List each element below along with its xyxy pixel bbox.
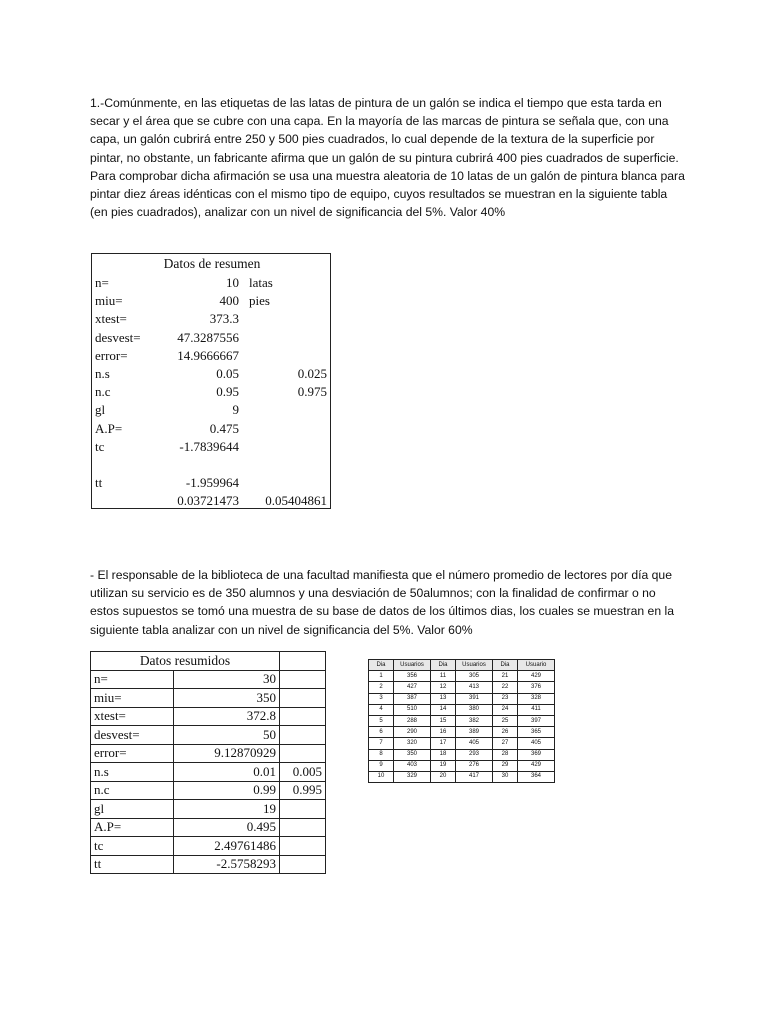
table-header-cell: Usuario — [518, 660, 555, 671]
table-cell: 405 — [518, 738, 555, 749]
table-cell: 1 — [369, 671, 394, 682]
table-cell: 7 — [369, 738, 394, 749]
table-cell: 22 — [493, 682, 518, 693]
table-cell: 12 — [431, 682, 456, 693]
table-cell-value: 0.95 — [216, 384, 239, 400]
table-row — [91, 763, 326, 782]
table-row — [91, 670, 326, 689]
table-cell: 30 — [493, 771, 518, 782]
table-row — [369, 704, 555, 715]
table-cell-label: gl — [95, 402, 106, 418]
table-cell: 11 — [431, 671, 456, 682]
table-cell-label: tt — [95, 475, 103, 491]
table-cell: 328 — [518, 693, 555, 704]
table-cell: 24 — [493, 704, 518, 715]
table-row — [92, 474, 330, 492]
table-cell: 15 — [431, 715, 456, 726]
table-cell: 25 — [493, 715, 518, 726]
table-cell-label: n.c — [95, 384, 111, 400]
summary-table-1-title: Datos de resumen — [163, 256, 261, 271]
table-cell: 403 — [394, 760, 431, 771]
table-cell-unit: pies — [249, 293, 270, 309]
table-cell: 376 — [518, 682, 555, 693]
table-cell: 16 — [431, 727, 456, 738]
table-row — [92, 492, 330, 510]
table-cell: 10 — [369, 771, 394, 782]
table-cell: 5 — [369, 715, 394, 726]
table-cell-value: 0.03721473 — [177, 493, 239, 509]
table-cell-label: xtest= — [95, 311, 127, 327]
table-cell: 387 — [394, 693, 431, 704]
table-cell: 28 — [493, 749, 518, 760]
table-row — [91, 707, 326, 726]
table-cell-extra — [280, 689, 326, 708]
table-cell: 21 — [493, 671, 518, 682]
table-cell: 6 — [369, 727, 394, 738]
table-cell-value: -1.7839644 — [179, 438, 239, 454]
table-row — [369, 738, 555, 749]
table-cell-extra — [280, 837, 326, 856]
table-cell: 429 — [518, 671, 555, 682]
table-cell: 391 — [456, 693, 493, 704]
table-cell-label: desvest= — [91, 726, 174, 745]
table-cell: 288 — [394, 715, 431, 726]
table-header-cell: Dia — [369, 660, 394, 671]
table-cell-label: n= — [95, 275, 109, 290]
table-cell-label: gl — [91, 800, 174, 819]
table-cell-label: tt — [91, 855, 174, 874]
table-header-cell: Usuarios — [456, 660, 493, 671]
table-cell-value: 0.475 — [209, 420, 239, 436]
table-cell: 369 — [518, 749, 555, 760]
table-row — [369, 760, 555, 771]
table-row — [369, 682, 555, 693]
table-row — [92, 274, 330, 292]
table-cell-extra — [280, 670, 326, 689]
table-row — [91, 781, 326, 800]
table-cell: 18 — [431, 749, 456, 760]
table-cell-value: -2.5758293 — [174, 855, 280, 874]
table-header-cell: Dia — [431, 660, 456, 671]
table-row — [369, 671, 555, 682]
table-cell-extra — [280, 744, 326, 763]
table-cell-value: 372.8 — [174, 707, 280, 726]
table-row — [369, 771, 555, 782]
table-cell-extra — [280, 818, 326, 837]
table-cell-label: error= — [91, 744, 174, 763]
table-cell: 2 — [369, 682, 394, 693]
table-row — [92, 438, 330, 456]
table-row — [91, 800, 326, 819]
table-cell: 350 — [394, 749, 431, 760]
table-cell-value: 0.01 — [174, 763, 280, 782]
table-row — [92, 347, 330, 365]
table-cell-value: 10 — [226, 275, 239, 290]
table-cell: 427 — [394, 682, 431, 693]
table-cell-label: tc — [95, 438, 105, 454]
table-cell-value: 50 — [174, 726, 280, 745]
table-cell: 320 — [394, 738, 431, 749]
table-row — [91, 818, 326, 837]
table-cell-label: miu= — [91, 689, 174, 708]
table-cell-value: 9.12870929 — [174, 744, 280, 763]
table-cell: 3 — [369, 693, 394, 704]
table-cell-value: 47.3287556 — [177, 329, 239, 345]
table-cell-extra — [280, 726, 326, 745]
table-row — [91, 652, 326, 671]
table-cell-extra: 0.995 — [280, 781, 326, 800]
table-header-row — [369, 660, 555, 671]
table-row — [91, 855, 326, 874]
table-cell-extra: 0.025 — [297, 366, 327, 381]
table-cell: 293 — [456, 749, 493, 760]
table-cell: 510 — [394, 704, 431, 715]
table-cell: 276 — [456, 760, 493, 771]
problem-2-statement: - El responsable de la biblioteca de una facultad manifiesta que el número promedio de lectores por día que utilizan su servicio es de 350 alumnos y una desviación de 50alumnos; con la finalidad de confirmar o no estos supuestos se tomó una muestra de su base de datos de los últimos dias, los cuales se muestran en la siguiente tabla analizar con un nivel de significancia del 5%. Valor 60% — [90, 568, 674, 637]
table-cell-label: miu= — [95, 293, 123, 309]
table-row — [92, 310, 330, 328]
table-cell: 8 — [369, 749, 394, 760]
table-cell-label: n.c — [91, 781, 174, 800]
table-cell-value: 9 — [232, 402, 239, 418]
table-cell-label: error= — [95, 347, 128, 363]
table-row — [92, 456, 330, 474]
table-cell-label: xtest= — [91, 707, 174, 726]
table-cell: 364 — [518, 771, 555, 782]
table-cell: 4 — [369, 704, 394, 715]
table-cell: 14 — [431, 704, 456, 715]
table-cell: 9 — [369, 760, 394, 771]
problem-1-statement: 1.-Comúnmente, en las etiquetas de las latas de pintura de un galón se indica el tiempo que esta tarda en secar y el área que se cubre con una capa. En la mayoría de las marcas de pintura se señala que, con una capa, un galón cubrirá entre 250 y 500 pies cuadrados, lo cual depende de la textura de la superficie por pintar, no obstante, un fabricante afirma que un galón de su pintura cubrirá 400 pies cuadrados de superficie. Para comprobar dicha afirmación se usa una muestra aleatoria de 10 latas de un galón de pintura blanca para pintar diez áreas idénticas con el mismo tipo de equipo, cuyos resultados se muestran en la siguiente tabla (en pies cuadrados), analizar con un nivel de significancia del 5%. Valor 40% — [90, 96, 685, 220]
table-cell: 27 — [493, 738, 518, 749]
table-cell — [280, 652, 326, 671]
table-cell-value: 30 — [174, 670, 280, 689]
table-cell-unit: latas — [249, 275, 273, 290]
table-row — [91, 837, 326, 856]
table-cell: 417 — [456, 771, 493, 782]
table-cell: 365 — [518, 727, 555, 738]
table-cell-extra: 0.05404861 — [265, 493, 327, 509]
table-cell-label: n.s — [91, 763, 174, 782]
table-cell: 23 — [493, 693, 518, 704]
table-cell-label: desvest= — [95, 329, 141, 345]
table-cell: 429 — [518, 760, 555, 771]
table-cell-label: A.P= — [95, 420, 123, 436]
table-cell-value: 373.3 — [209, 311, 239, 327]
table-cell: 413 — [456, 682, 493, 693]
table-cell: 329 — [394, 771, 431, 782]
table-cell-value: 19 — [174, 800, 280, 819]
table-header-cell: Dia — [493, 660, 518, 671]
table-cell: 26 — [493, 727, 518, 738]
table-cell-extra: 0.005 — [280, 763, 326, 782]
table-header-cell: Usuarios — [394, 660, 431, 671]
table-cell: 305 — [456, 671, 493, 682]
table-cell: 397 — [518, 715, 555, 726]
table-cell-label: n.s — [95, 366, 110, 381]
table-row — [92, 329, 330, 347]
table-cell-label: tc — [91, 837, 174, 856]
users-per-day-table — [368, 659, 555, 783]
table-cell: 411 — [518, 704, 555, 715]
table-cell-value: 0.99 — [174, 781, 280, 800]
table-row — [91, 744, 326, 763]
table-cell-value: 0.495 — [174, 818, 280, 837]
table-cell: 17 — [431, 738, 456, 749]
table-row — [369, 749, 555, 760]
table-cell-label: n= — [91, 670, 174, 689]
table-cell: 405 — [456, 738, 493, 749]
table-row — [92, 365, 330, 383]
table-cell-value: 350 — [174, 689, 280, 708]
table-row — [369, 727, 555, 738]
table-cell-value: 2.49761486 — [174, 837, 280, 856]
table-row — [91, 689, 326, 708]
table-cell-label: A.P= — [91, 818, 174, 837]
table-cell-extra — [280, 800, 326, 819]
table-cell-extra — [280, 707, 326, 726]
table-cell-value: -1.959964 — [185, 475, 239, 491]
table-row — [92, 401, 330, 419]
table-cell: 290 — [394, 727, 431, 738]
table-row — [92, 420, 330, 438]
table-row — [92, 383, 330, 401]
table-cell: 29 — [493, 760, 518, 771]
summary-table-2-title: Datos resumidos — [91, 652, 280, 671]
table-cell: 382 — [456, 715, 493, 726]
table-cell: 356 — [394, 671, 431, 682]
table-cell-value: 400 — [219, 293, 239, 309]
table-cell: 20 — [431, 771, 456, 782]
table-cell-value: 14.9666667 — [177, 347, 239, 363]
table-row — [369, 715, 555, 726]
summary-table-2 — [90, 651, 326, 874]
table-row — [92, 292, 330, 310]
table-row — [91, 726, 326, 745]
table-cell: 389 — [456, 727, 493, 738]
table-cell-value: 0.05 — [216, 366, 239, 381]
table-row — [369, 693, 555, 704]
table-cell: 380 — [456, 704, 493, 715]
table-cell-extra: 0.975 — [297, 384, 327, 400]
table-cell-extra — [280, 855, 326, 874]
table-cell: 19 — [431, 760, 456, 771]
table-cell: 13 — [431, 693, 456, 704]
summary-table-1 — [91, 253, 331, 509]
